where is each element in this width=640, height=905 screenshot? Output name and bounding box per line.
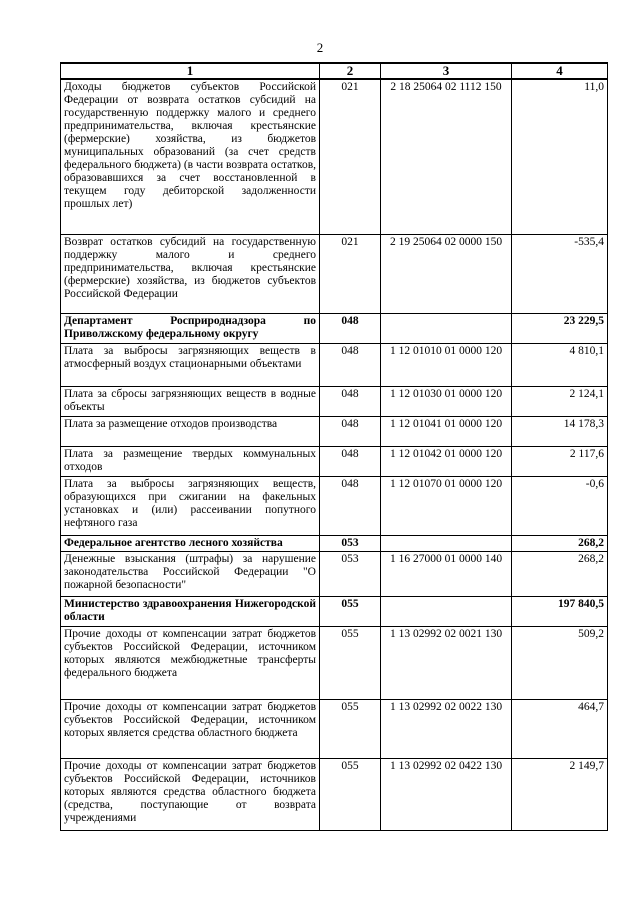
income-name-cell: Доходы бюджетов субъектов Российской Федерации от возврата остатков субсидий на государственную поддержку малого и среднего предпринимательства, включая крестьянские (фермерские) хозяйства, из бюджетов муниципальных образований (за счет средств федерального бюджета) (в части возврата остатков, образовавшихся за счет восстановленной в текущем году дебиторской задолженности прошлых лет)	[61, 79, 320, 234]
budget-code-cell: 1 12 01041 01 0000 120	[381, 416, 512, 446]
admin-code-cell: 055	[320, 699, 381, 758]
table-row	[61, 79, 608, 234]
table-header-row	[61, 63, 608, 79]
income-name-cell: Плата за размещение твердых коммунальных отходов	[61, 446, 320, 476]
column-header-2: 2	[320, 63, 381, 79]
budget-code-cell: 1 13 02992 02 0022 130	[381, 699, 512, 758]
column-header-1: 1	[61, 63, 320, 79]
table-row	[61, 626, 608, 699]
amount-cell: 11,0	[512, 79, 608, 234]
table-row	[61, 386, 608, 416]
income-name-cell: Прочие доходы от компенсации затрат бюджетов субъектов Российской Федерации, источником которых является средства областного бюджета	[61, 699, 320, 758]
budget-code-cell	[381, 313, 512, 343]
department-name-cell: Федеральное агентство лесного хозяйства	[61, 535, 320, 551]
amount-cell: 2 117,6	[512, 446, 608, 476]
amount-cell: -535,4	[512, 234, 608, 313]
section-row	[61, 535, 608, 551]
section-row	[61, 596, 608, 626]
admin-code-cell: 021	[320, 79, 381, 234]
admin-code-cell: 048	[320, 386, 381, 416]
section-row	[61, 313, 608, 343]
income-name-cell: Плата за выбросы загрязняющих веществ, образующихся при сжигании на факельных установках и (или) рассеивании попутного нефтяного газа	[61, 476, 320, 535]
amount-cell: 2 149,7	[512, 758, 608, 830]
income-name-cell: Прочие доходы от компенсации затрат бюджетов субъектов Российской Федерации, источников которых являются средства областного бюджета (средства, поступающие от возврата учреждениями	[61, 758, 320, 830]
income-name-cell: Плата за выбросы загрязняющих веществ в атмосферный воздух стационарными объектами	[61, 343, 320, 386]
admin-code-cell: 048	[320, 446, 381, 476]
department-name-cell: Министерство здравоохранения Нижегородской области	[61, 596, 320, 626]
budget-income-table	[60, 62, 608, 831]
amount-cell: 14 178,3	[512, 416, 608, 446]
table-row	[61, 416, 608, 446]
budget-code-cell: 1 12 01030 01 0000 120	[381, 386, 512, 416]
budget-code-cell: 1 12 01042 01 0000 120	[381, 446, 512, 476]
admin-code-cell: 053	[320, 535, 381, 551]
budget-code-cell: 2 18 25064 02 1112 150	[381, 79, 512, 234]
section-total-cell: 268,2	[512, 535, 608, 551]
budget-code-cell: 1 13 02992 02 0021 130	[381, 626, 512, 699]
table-body	[61, 79, 608, 830]
table-row	[61, 446, 608, 476]
admin-code-cell: 055	[320, 626, 381, 699]
budget-code-cell	[381, 535, 512, 551]
table-row	[61, 758, 608, 830]
income-name-cell: Плата за размещение отходов производства	[61, 416, 320, 446]
budget-code-cell: 1 16 27000 01 0000 140	[381, 551, 512, 596]
income-name-cell: Возврат остатков субсидий на государственную поддержку малого и среднего предпринимательства, включая крестьянские (фермерские) хозяйства, из бюджетов субъектов Российской Федерации	[61, 234, 320, 313]
admin-code-cell: 048	[320, 476, 381, 535]
income-name-cell: Прочие доходы от компенсации затрат бюджетов субъектов Российской Федерации, источником которых являются межбюджетные трансферты федерального бюджета	[61, 626, 320, 699]
income-name-cell: Плата за сбросы загрязняющих веществ в водные объекты	[61, 386, 320, 416]
table-row	[61, 699, 608, 758]
budget-code-cell: 2 19 25064 02 0000 150	[381, 234, 512, 313]
admin-code-cell: 021	[320, 234, 381, 313]
department-name-cell: Департамент Росприроднадзора по Приволжскому федеральному округу	[61, 313, 320, 343]
section-total-cell: 197 840,5	[512, 596, 608, 626]
admin-code-cell: 055	[320, 596, 381, 626]
budget-code-cell: 1 12 01070 01 0000 120	[381, 476, 512, 535]
amount-cell: 4 810,1	[512, 343, 608, 386]
admin-code-cell: 053	[320, 551, 381, 596]
admin-code-cell: 055	[320, 758, 381, 830]
page-number: 2	[316, 40, 324, 55]
amount-cell: 2 124,1	[512, 386, 608, 416]
income-name-cell: Денежные взыскания (штрафы) за нарушение законодательства Российской Федерации "О пожарной безопасности"	[61, 551, 320, 596]
admin-code-cell: 048	[320, 416, 381, 446]
table-row	[61, 551, 608, 596]
amount-cell: 509,2	[512, 626, 608, 699]
amount-cell: -0,6	[512, 476, 608, 535]
table-row	[61, 234, 608, 313]
admin-code-cell: 048	[320, 343, 381, 386]
amount-cell: 268,2	[512, 551, 608, 596]
admin-code-cell: 048	[320, 313, 381, 343]
amount-cell: 464,7	[512, 699, 608, 758]
budget-code-cell	[381, 596, 512, 626]
budget-code-cell: 1 13 02992 02 0422 130	[381, 758, 512, 830]
column-header-3: 3	[381, 63, 512, 79]
section-total-cell: 23 229,5	[512, 313, 608, 343]
table-row	[61, 343, 608, 386]
budget-code-cell: 1 12 01010 01 0000 120	[381, 343, 512, 386]
column-header-4: 4	[512, 63, 608, 79]
table-row	[61, 476, 608, 535]
